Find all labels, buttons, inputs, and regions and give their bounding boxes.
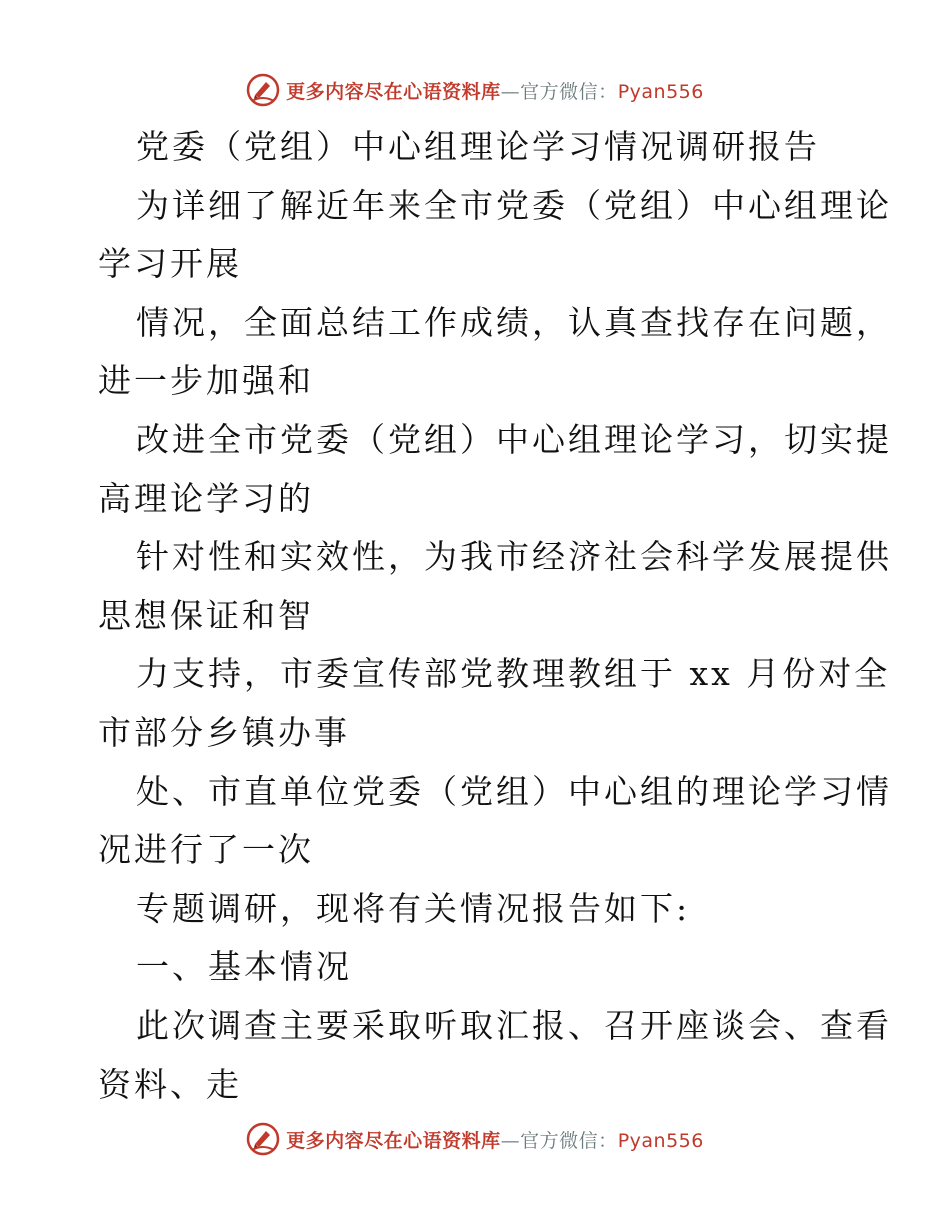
document-line: 针对性和实效性，为我市经济社会科学发展提供 [136,537,892,577]
banner-text [286,1126,704,1153]
banner-site-name: 更多内容尽在心语资料库 [286,80,501,103]
document-line: 改进全市党委（党组）中心组理论学习，切实提 [136,419,892,459]
banner-wechat-label: 官方微信： [520,1129,618,1152]
document-line: 一、基本情况 [136,947,352,987]
document-line: 学习开展 [98,244,242,284]
document-line: 况进行了一次 [98,830,314,870]
document-body [98,118,892,1114]
document-line: 高理论学习的 [98,478,314,518]
banner-site-name: 更多内容尽在心语资料库 [286,1129,501,1152]
banner-wechat-id: Pyan556 [617,1129,704,1152]
document-line: 资料、走 [98,1064,242,1104]
document-line: 专题调研，现将有关情况报告如下: [136,888,691,928]
banner-text [286,77,704,104]
document-line: 市部分乡镇办事 [98,712,350,752]
banner-wechat-id: Pyan556 [617,80,704,103]
document-line: 为详细了解近年来全市党委（党组）中心组理论 [136,185,892,225]
banner-dash: — [500,1129,521,1152]
document-line: 处、市直单位党委（党组）中心组的理论学习情 [136,771,892,811]
banner-wechat-label: 官方微信： [520,80,618,103]
document-line: 此次调查主要采取听取汇报、召开座谈会、查看 [136,1005,892,1045]
document-line: 情况，全面总结工作成绩，认真查找存在问题， [136,302,892,342]
document-line: 力支持，市委宣传部党教理教组于 xx 月份对全 [136,654,891,694]
banner-dash: — [500,80,521,103]
header-banner [0,68,950,112]
document-line: 思想保证和智 [98,595,314,635]
footer-banner [0,1117,950,1161]
book-pen-logo-icon [246,1122,280,1156]
book-pen-logo-icon [246,73,280,107]
document-line: 进一步加强和 [98,361,314,401]
document-line: 党委（党组）中心组理论学习情况调研报告 [136,127,820,166]
